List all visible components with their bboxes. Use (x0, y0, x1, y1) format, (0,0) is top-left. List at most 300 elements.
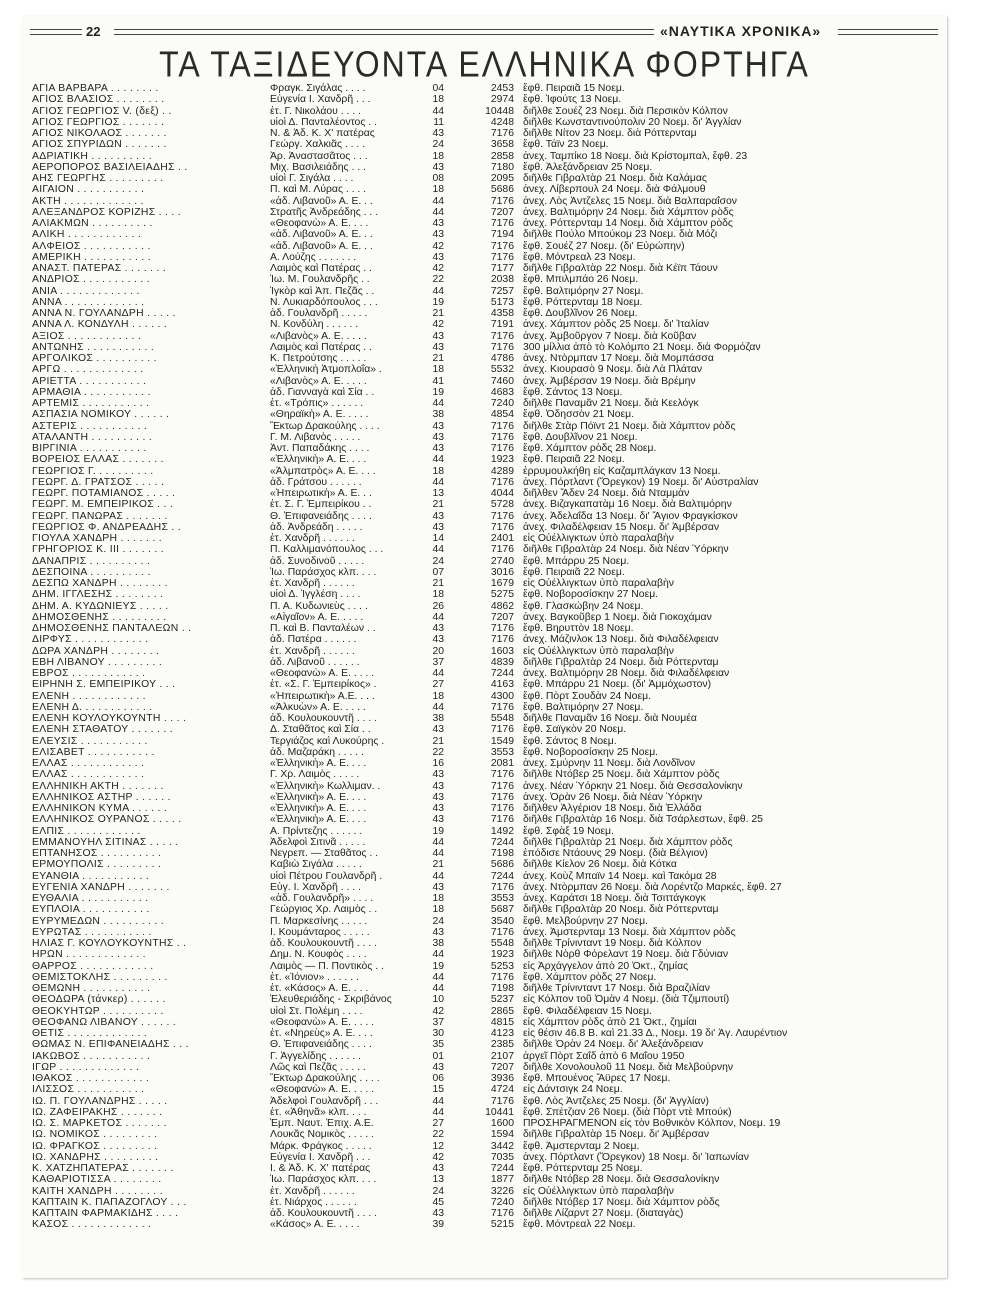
ship-name: ΚΑΘΑΡΙΟΤΙΣΣΑ . . . . . . . . (32, 1174, 162, 1186)
ship-name: ΑΓΙΟΣ ΒΛΑΣΙΟΣ . . . . . . . . (32, 94, 165, 106)
ship-owner: Ν. & Ἀδ. Κ. Χ' πατέρας (270, 128, 375, 139)
ship-name: ΑΝΙΑ . . . . . . . . . . . . . (32, 285, 140, 297)
ship-owner: «Θεοφανὼ» Α. Ε. . . . . (270, 1016, 375, 1028)
ship-number: 43 (432, 229, 444, 241)
ship-owner: Ι. Κουμάνταρος . . . . . (270, 926, 370, 938)
ship-tonnage: 4683 (490, 386, 514, 398)
ship-owner: Ν. Κονδύλη . . . . . . (270, 319, 359, 331)
ship-name: ΘΩΜΑΣ Ν. ΕΠΙΦΑΝΕΙΑΔΗΣ . . . (32, 1039, 189, 1051)
ship-owner: «Ἑλληνικὴ Ἀτμοπλοΐα» . (270, 364, 382, 376)
ship-position: διῆλθε Γιβραλτὰρ 21 Νοεμ. διὰ Χάμπτον ρὸδς (523, 836, 733, 848)
ship-row (22, 1208, 947, 1219)
ship-row (22, 488, 947, 499)
ship-tonnage: 3016 (490, 566, 514, 578)
ship-tonnage: 7207 (490, 1061, 514, 1073)
ship-owner: ἐτ. «Σ. Γ. Ἐμπειρίκος» . (270, 679, 377, 691)
ship-number: 11 (433, 116, 444, 128)
ship-row (22, 263, 947, 274)
ship-number: 37 (432, 1016, 444, 1028)
ship-number: 24 (432, 555, 444, 567)
ship-position: ἀνεχ. Ἀμβέρσαν 19 Νοεμ. διὰ Βρέμην (523, 375, 696, 387)
ship-position: εἰς Ἀρχάγγελον ἀπὸ 20 Ὀκτ., ζημίας (523, 960, 689, 972)
ship-number: 16 (432, 758, 444, 769)
ship-number: 14 (432, 533, 444, 544)
ship-name: ΚΑΠΤΑΙΝ ΦΑΡΜΑΚΙΔΗΣ . . . . (32, 1208, 179, 1219)
ship-tonnage: 7176 (490, 623, 514, 634)
ship-tonnage: 7176 (490, 803, 514, 814)
ship-name: ΙΩ. Σ. ΜΑΡΚΕΤΟΣ . . . . . . . (32, 1118, 167, 1129)
ship-number: 24 (432, 1185, 444, 1197)
ship-position: εἰς Χάμπτον ρὸδς ἀπὸ 21 Ὀκτ., ζημίαι (523, 1016, 697, 1028)
header-rule-right (838, 29, 938, 35)
ship-position: ἔφθ. Σάντος 13 Νοεμ. (523, 386, 623, 398)
ship-number: 43 (432, 814, 444, 826)
ship-name: ΔΗΜΟΣΘΕΝΗΣ . . . . . . . . . (32, 611, 167, 623)
ship-owner: υἱοὶ Δ. Πανταλέοντος . . (270, 116, 377, 128)
ship-position: ἀνεχ. Λίβερπουλ 24 Νοεμ. διὰ Φάλμουθ (523, 184, 706, 196)
ship-number: 21 (432, 308, 444, 319)
ship-row (22, 218, 947, 229)
ship-name: ΑΓΙΟΣ ΝΙΚΟΛΑΟΣ . . . . . . . (32, 128, 167, 139)
ship-owner: Ἰω. Παράσχος κλπ. . . . (270, 1174, 377, 1186)
ship-name: ΑΚΤΗ . . . . . . . . . . . . . (32, 195, 144, 207)
ship-owner: Εὐγ. Ι. Χανδρῆ . . . . (270, 881, 361, 893)
ship-tonnage: 7176 (490, 769, 514, 781)
ship-tonnage: 7176 (490, 218, 514, 229)
ship-position: ἀνεχ. Πόρτλαντ (Ὄρεγκον) 19 Νοεμ. δι' Αὐστραλίαν (523, 476, 759, 488)
ship-row (22, 499, 947, 510)
ship-position: ἀνεχ. Λὸς Ἀντζελες 15 Νοεμ. διὰ Βαλπαραΐσον (523, 195, 738, 207)
ship-row (22, 938, 947, 949)
ship-row (22, 173, 947, 184)
ship-row (22, 1006, 947, 1017)
ship-name: ΑΙΓΑΙΟΝ . . . . . . . . . . . (32, 184, 145, 196)
ship-number: 43 (432, 420, 444, 432)
ship-tonnage: 3553 (490, 746, 514, 758)
ship-row (22, 713, 947, 724)
ship-number: 44 (432, 285, 444, 297)
ship-owner: Π. καὶ Μ. Λύρας . . . . (270, 184, 367, 196)
ship-name: ΑΛΙΚΗ . . . . . . . . . . . . (32, 229, 142, 241)
ship-row (22, 736, 947, 747)
ship-name: ΑΛΙΑΚΜΩΝ . . . . . . . . . . (32, 218, 153, 229)
ship-tonnage: 2385 (490, 1039, 514, 1051)
ship-number: 19 (432, 386, 444, 398)
ship-owner: ἀδ. Μαζαράκη . . . . . (270, 746, 364, 758)
ship-name: ΘΕΜΩΝΗ . . . . . . . . . . . (32, 983, 151, 994)
ship-number: 43 (432, 634, 444, 646)
ship-name: ΕΒΗ ΛΙΒΑΝΟΥ . . . . . . . . . (32, 656, 163, 668)
ship-number: 22 (432, 274, 444, 286)
ship-position: ἀνεχ. Βαλτιμόρην 24 Νοεμ. διὰ Χάμπτον ρὸδς (523, 206, 734, 218)
ship-position: ἔφθ. Σφὰξ 19 Νοεμ. (523, 825, 614, 837)
ship-row (22, 364, 947, 375)
ship-tonnage: 1923 (490, 949, 514, 961)
ship-position: 300 μίλλια ἀπὸ τὸ Κολόμπο 21 Νοεμ. διὰ Φορμόζαν (523, 341, 761, 353)
ship-row (22, 376, 947, 387)
ship-tonnage: 4862 (490, 600, 514, 612)
ship-owner: «Θηραϊκὴ» Α. Ε. . . . . (270, 409, 369, 421)
ship-number: 01 (432, 1050, 444, 1062)
ship-owner: Α. Λούζης . . . . . . . (270, 251, 357, 263)
ship-tonnage: 7176 (490, 791, 514, 803)
ship-position: ἔφθ. Φιλαδέλφειαν 15 Νοεμ. (523, 1005, 652, 1017)
ship-name: ΘΕΟΦΑΝΩ ΛΙΒΑΝΟΥ . . . . . . (32, 1016, 177, 1028)
ship-name: ΚΑΣΟΣ . . . . . . . . . . . . . (32, 1219, 152, 1231)
ship-name: Κ. ΧΑΤΖΗΠΑΤΕΡΑΣ . . . . . . . (32, 1163, 174, 1174)
ship-name: ΙΛΙΣΣΟΣ . . . . . . . . . . . (32, 1084, 145, 1096)
ship-number: 38 (432, 409, 444, 421)
ship-tonnage: 4358 (490, 308, 514, 319)
ship-name: ΕΒΡΟΣ . . . . . . . . . . . . (32, 668, 146, 679)
ship-name: ΕΛΕΝΗ . . . . . . . . . . . . (32, 690, 146, 702)
ship-name: ΕΛΛΗΝΙΚΟΝ ΚΥΜΑ . . . . . . (32, 803, 168, 814)
ship-tonnage: 7176 (490, 476, 514, 488)
ship-owner: Ν. Λυκιαρδόπουλος . . . (270, 296, 378, 308)
ship-owner: «Κάσος» Α. Ε. . . . . (270, 1219, 360, 1231)
ship-row (22, 567, 947, 578)
ship-tonnage: 5548 (490, 938, 514, 949)
ship-row (22, 1197, 947, 1208)
ship-name: ΓΕΩΡΓ. Δ. ΓΡΑΤΣΟΣ . . . . . (32, 476, 165, 488)
ship-tonnage: 7176 (490, 240, 514, 252)
ship-name: ΙΩ. ΦΡΑΓΚΟΣ . . . . . . . . . (32, 1140, 158, 1152)
ship-row (22, 1073, 947, 1084)
ship-owner: ἐτ. Χανδρῆ . . . . . . (270, 645, 355, 657)
ship-row (22, 162, 947, 173)
ship-position: εἰς Δάντσιγκ 24 Νοεμ. (523, 1084, 623, 1096)
ship-position: ἔφθ. Μπιλμπάο 26 Νοεμ. (523, 274, 639, 286)
ship-number: 06 (432, 1073, 444, 1084)
ship-row (22, 758, 947, 769)
ship-owner: Α. Πρίντεζης . . . . . . (270, 825, 363, 837)
ship-row (22, 387, 947, 398)
ship-number: 08 (432, 173, 444, 184)
ship-row (22, 679, 947, 690)
ship-tonnage: 7240 (490, 398, 514, 409)
ship-owner: Καβιὼ Σιγάλα . . . . . (270, 859, 362, 871)
ship-number: 42 (432, 1005, 444, 1017)
ship-owner: «Ἀλκυὼν» Α. Ε. . . . . (270, 701, 366, 713)
ship-row (22, 443, 947, 454)
ship-tonnage: 7194 (490, 229, 514, 241)
ship-position: ἔφθ. Βηρυττὸν 18 Νοεμ. (523, 623, 634, 634)
ship-tonnage: 4044 (490, 488, 514, 499)
ship-name: ΑΝΤΩΝΗΣ . . . . . . . . . . . (32, 341, 155, 353)
ship-tonnage: 7176 (490, 420, 514, 432)
ship-number: 43 (432, 218, 444, 229)
ship-owner: «Ἠπειρωτικὴ» Α.Ε. . . . (270, 690, 375, 702)
ship-row (22, 1096, 947, 1107)
ship-position: ἔφθ. Μόντρεαλ 22 Νοεμ. (523, 1219, 636, 1231)
ship-position: διῆλθεν Ἄδεν 24 Νοεμ. διὰ Νταμμὰν (523, 488, 690, 499)
ship-position: διῆλθε Παναμᾶν 16 Νοεμ. διὰ Νουμέα (523, 713, 697, 724)
ship-row (22, 1129, 947, 1140)
ship-row (22, 792, 947, 803)
ship-name: ΑΝΝΑ Ν. ΓΟΥΛΑΝΔΡΗ . . . . . (32, 308, 176, 319)
ship-owner: Ι. & Ἀδ. Κ. Χ' πατέρας (270, 1163, 371, 1174)
ship-position: ἀνεχ. Ἀμστερνταμ 13 Νοεμ. διὰ Χάμπτον ρὸδς (523, 926, 736, 938)
ship-owner: Κ. Πετρούτσης . . . . . (270, 353, 367, 364)
ship-number: 42 (432, 319, 444, 331)
ship-row (22, 983, 947, 994)
ship-position: ἔφθ. Σαϊγκὸν 20 Νοεμ. (523, 724, 627, 736)
ship-owner: Λαιμὸς — Π. Ποντικὸς . . (270, 960, 384, 972)
ship-tonnage: 4123 (490, 1028, 514, 1039)
ship-tonnage: 3442 (490, 1140, 514, 1152)
ship-position: εἰς Οὐέλλιγκτων ὑπὸ παραλαβὴν (523, 1185, 674, 1197)
ship-row (22, 331, 947, 342)
ship-owner: Θ. Ἐπιφανειάδης . . . . (270, 510, 372, 522)
ship-owner: ἀδ. Συνοδινοῦ . . . . . (270, 555, 365, 567)
ship-number: 44 (432, 949, 444, 961)
ship-position: διῆλθε Κωνσταντινούπολιν 20 Νοεμ. δι' Ἀγγλίαν (523, 116, 742, 128)
ship-row (22, 1107, 947, 1118)
ship-name: ΑΓΙΑ ΒΑΡΒΑΡΑ . . . . . . . . (32, 83, 159, 94)
ship-number: 43 (432, 1061, 444, 1073)
ship-number: 27 (432, 1118, 444, 1129)
ship-name: ΓΙΟΥΛΑ ΧΑΝΔΡΗ . . . . . . . (32, 533, 162, 544)
ship-tonnage: 5173 (490, 296, 514, 308)
ship-tonnage: 7176 (490, 724, 514, 736)
ship-tonnage: 7176 (490, 443, 514, 454)
ship-row (22, 286, 947, 297)
ship-number: 18 (432, 893, 444, 904)
ship-tonnage: 7176 (490, 780, 514, 792)
ship-name: ΒΟΡΕΙΟΣ ΕΛΛΑΣ . . . . . . . (32, 454, 164, 466)
magazine-title: «ΝΑΥΤΙΚΑ ΧΡΟΝΙΚΑ» (660, 23, 822, 39)
ship-name: ΓΕΩΡΓΙΟΣ Φ. ΑΝΔΡΕΑΔΗΣ . . (32, 521, 181, 533)
ship-tonnage: 3226 (490, 1185, 514, 1197)
ship-owner: «Λιβανὸς» Α. Ε. . . . . (270, 330, 367, 342)
ship-row (22, 837, 947, 848)
ship-tonnage: 4786 (490, 353, 514, 364)
ship-tonnage: 10441 (485, 1106, 514, 1118)
ship-name: ΑΓΙΟΣ ΓΕΩΡΓΙΟΣ V. (δεξ) . . (32, 105, 172, 117)
ship-position: ἀργεῖ Πὸρτ Σαΐδ ἀπὸ 6 Μαΐου 1950 (523, 1050, 685, 1062)
ship-position: ἔφθ. Χάμπτον ρὸδς 28 Νοεμ. (523, 443, 657, 454)
ship-tonnage: 2107 (490, 1050, 514, 1062)
ship-row (22, 814, 947, 825)
ship-row (22, 252, 947, 263)
ship-number: 41 (432, 375, 444, 387)
ship-tonnage: 5215 (490, 1219, 514, 1231)
ship-name: ΔΗΜ. ΙΓΓΛΕΣΗΣ . . . . . . . . (32, 589, 164, 601)
ship-number: 43 (432, 780, 444, 792)
ship-name: ΕΥΘΑΛΙΑ . . . . . . . . . . . (32, 893, 149, 904)
ship-position: εἰς Οὐέλλιγκτων ὑπὸ παραλαβὴν (523, 645, 674, 657)
ship-row (22, 859, 947, 870)
ship-owner: Ἀδελφοὶ Γουλανδρῆ . . . (270, 1095, 379, 1107)
ship-number: 44 (432, 611, 444, 623)
ship-tonnage: 4854 (490, 409, 514, 421)
ship-name: ΕΥΠΛΟΙΑ . . . . . . . . . . . (32, 904, 150, 916)
ship-number: 18 (432, 94, 444, 106)
ship-row (22, 601, 947, 612)
ship-number: 42 (432, 263, 444, 274)
ship-owner: «Ἑλληνικὴ» Α. Ε. . . . (270, 803, 367, 814)
ship-tonnage: 7176 (490, 926, 514, 938)
ship-position: διῆλθε Γιβραλτὰρ 15 Νοεμ. δι' Ἀμβέρσαν (523, 1129, 710, 1141)
ship-tonnage: 7257 (490, 285, 514, 297)
ship-name: ΑΛΕΞΑΝΔΡΟΣ ΚΟΡΙΖΗΣ . . . . (32, 206, 181, 218)
ship-name: ΑΡΜΑΘΙΑ . . . . . . . . . . . (32, 386, 151, 398)
ship-row (22, 1186, 947, 1197)
ship-row (22, 1051, 947, 1062)
ship-row (22, 432, 947, 443)
ship-owner: ἀδ. Κουλουκουντῆ . . . . (270, 938, 378, 949)
ship-row (22, 1174, 947, 1185)
ship-tonnage: 7207 (490, 611, 514, 623)
ship-number: 21 (432, 578, 444, 589)
ship-number: 44 (432, 836, 444, 848)
ship-tonnage: 7198 (490, 848, 514, 859)
ship-name: ΑΡΓΩ . . . . . . . . . . . . . (32, 364, 144, 376)
ship-owner: Ἀρ. Ἀναστασᾶτος . . . (270, 150, 368, 162)
ship-name: ΕΜΜΑΝΟΥΗΛ ΣΙΤΙΝΑΣ . . . . . (32, 836, 179, 848)
ship-number: 43 (432, 623, 444, 634)
ship-row (22, 589, 947, 600)
ship-tonnage: 7176 (490, 634, 514, 646)
ship-number: 18 (432, 904, 444, 916)
ship-row (22, 634, 947, 645)
ship-position: ἔφθ. Βαλτιμόρην 27 Νοεμ. (523, 285, 644, 297)
ship-position: ἀνεχ. Βιζαγκαπατὰμ 16 Νοεμ. διὰ Βαλτιμόρην (523, 499, 732, 511)
ship-tonnage: 2095 (490, 173, 514, 184)
ship-number: 44 (432, 476, 444, 488)
ship-row (22, 511, 947, 522)
ship-row (22, 1152, 947, 1163)
ship-number: 43 (432, 1163, 444, 1174)
ship-name: ΑΝΝΑ Λ. ΚΟΝΔΥΛΗ . . . . . . (32, 319, 168, 331)
ship-tonnage: 7035 (490, 1151, 514, 1163)
ship-owner: Εὐγενία Ι. Χανδρῆ . . . (270, 94, 371, 106)
ship-position: ἔφθ. Νοβοροσίσκην 27 Νοεμ. (523, 589, 659, 601)
ship-tonnage: 1600 (490, 1118, 514, 1129)
ship-row (22, 229, 947, 240)
ship-owner: Ἕκτωρ Δρακούλης . . . . (270, 420, 380, 432)
ship-owner: «Ἀλμπατρὸς» Α. Ε. . . . (270, 465, 376, 477)
ship-tonnage: 4289 (490, 465, 514, 477)
ship-owner: Γ. Μ. Λιβανὸς . . . . . (270, 431, 361, 443)
ship-name: ΕΛΠΙΣ . . . . . . . . . . . . (32, 825, 141, 837)
ship-tonnage: 7176 (490, 814, 514, 826)
ship-number: 18 (432, 589, 444, 601)
ship-position: ΠΡΟΣΗΡΑΓΜΕΝΟΝ εἰς τὸν Βοθνικὸν Κόλπον, Νοεμ. 19 (523, 1118, 781, 1129)
ship-tonnage: 4839 (490, 656, 514, 668)
ship-row (22, 1039, 947, 1050)
ship-name: ΑΤΑΛΑΝΤΗ . . . . . . . . . . (32, 431, 153, 443)
ship-owner: ἐτ. «Νηρεὺς» Α. Ε. . . . (270, 1028, 373, 1039)
ship-owner: Δ. Σταθᾶτος καὶ Σία . . (270, 724, 371, 736)
ship-position: ἀνεχ. Καράτσι 18 Νοεμ. διὰ Τσιττάγκογκ (523, 893, 706, 904)
ship-position: ἔφθ. Πὸρτ Σουδὰν 24 Νοεμ. (523, 690, 651, 702)
ship-tonnage: 5237 (490, 994, 514, 1006)
ship-number: 43 (432, 251, 444, 263)
ship-row (22, 623, 947, 634)
ship-tonnage: 1603 (490, 645, 514, 657)
ship-owner: «Λιβανὸς» Α. Ε. . . . . (270, 375, 367, 387)
ship-owner: ἐτ. «Ἰόνιον» . . . . . . (270, 971, 359, 983)
ship-name: ΙΩ. ΝΟΜΙΚΟΣ . . . . . . . . . (32, 1129, 158, 1141)
ship-owner: Εὐγενία Ι. Χανδρῆ . . . (270, 1151, 371, 1163)
ship-owner: Ἰγκὸρ καὶ Ἀπ. Πεζᾶς . . (270, 285, 375, 297)
ship-row (22, 117, 947, 128)
ship-row (22, 544, 947, 555)
ship-number: 39 (432, 1219, 444, 1231)
ship-number: 24 (432, 139, 444, 151)
ship-owner: Ἀδελφοὶ Σιτινᾶ . . . . . (270, 836, 366, 848)
ship-position: ἔφθ. Τάϊν 23 Νοεμ. (523, 139, 609, 151)
ship-number: 43 (432, 926, 444, 938)
ship-name: ΚΑΙΤΗ ΧΑΝΔΡΗ . . . . . . . . (32, 1185, 163, 1197)
ship-position: ἔφθ. Λὸς Ἀντζελες 25 Νοεμ. (δι' Ἀγγλίαν) (523, 1095, 710, 1107)
ship-number: 07 (432, 566, 444, 578)
ship-tonnage: 5686 (490, 184, 514, 196)
ship-row (22, 578, 947, 589)
ship-number: 43 (432, 791, 444, 803)
ship-name: ΑΝΝΑ . . . . . . . . . . . . . (32, 296, 145, 308)
ship-owner: «Ἑλληνικὴ» Α. Ε. . . . (270, 454, 367, 466)
ship-tonnage: 5687 (490, 904, 514, 916)
ship-name: ΗΡΩΝ . . . . . . . . . . . . . (32, 949, 146, 961)
ship-owner: ἀδ. Πατέρα . . . . . . (270, 634, 357, 646)
ship-number: 43 (432, 881, 444, 893)
ship-tonnage: 2081 (490, 758, 514, 769)
ship-row (22, 1062, 947, 1073)
ship-name: ΙΩ. Π. ΓΟΥΛΑΝΔΡΗΣ . . . . . (32, 1095, 168, 1107)
ship-tonnage: 7176 (490, 128, 514, 139)
ship-tonnage: 5532 (490, 364, 514, 376)
header-rule-left (30, 29, 82, 35)
ship-position: ἐπόδισε Ντάουνς 29 Νοεμ. (διὰ Βέλγιον) (523, 848, 708, 859)
ship-number: 10 (432, 994, 444, 1006)
ship-position: διῆλθε Νὸρθ Φόρελαντ 19 Νοεμ. διὰ Γδύνιαν (523, 949, 729, 961)
ship-position: ἔφθ. Μελβούρνην 27 Νοεμ. (523, 915, 649, 927)
ship-owner: υἱοὶ Πέτρου Γουλανδρῆ . (270, 870, 383, 882)
ship-number: 43 (432, 443, 444, 454)
ship-position: ἔφθ. Ρόττερνταμ 25 Νοεμ. (523, 1163, 643, 1174)
ship-owner: «Θεοφανὼ» Α. Ε. . . . (270, 218, 369, 229)
ship-name: ΑΓΙΟΣ ΓΕΩΡΓΙΟΣ . . . . . . . (32, 116, 165, 128)
ship-name: ΙΘΑΚΟΣ . . . . . . . . . . . . (32, 1073, 150, 1084)
ship-owner: Π. καὶ Β. Πανταλέων . . (270, 623, 376, 634)
ship-position: ἀνεχ. Ντὸρμπαν 17 Νοεμ. διὰ Μομπάσσα (523, 353, 714, 364)
ship-owner: Μάρκ. Φράγκος . . . . . (270, 1140, 372, 1152)
ship-number: 44 (432, 848, 444, 859)
ship-name: ΒΙΡΓΙΝΙΑ . . . . . . . . . . . (32, 443, 147, 454)
ship-row (22, 904, 947, 915)
ship-number: 44 (432, 544, 444, 556)
ship-name: ΕΛΙΣΑΒΕΤ . . . . . . . . . . . (32, 746, 155, 758)
ship-name: ΘΕΤΙΣ . . . . . . . . . . . . . (32, 1028, 148, 1039)
ship-owner: Π. Μαρκεσίνης . . . . . (270, 915, 368, 927)
ship-row (22, 94, 947, 105)
ship-number: 21 (432, 735, 444, 747)
ship-owner: ἐτ. Σ. Γ. Ἐμπειρίκου . . (270, 499, 372, 511)
ship-row (22, 128, 947, 139)
ship-row (22, 421, 947, 432)
ship-row (22, 151, 947, 162)
header-rule-middle (114, 29, 654, 35)
ship-owner: Δημ. Ν. Κουφὸς . . . . (270, 949, 367, 961)
ship-row (22, 961, 947, 972)
ship-owner: Φραγκ. Σιγάλας . . . . (270, 83, 366, 94)
ship-row (22, 409, 947, 420)
ship-tonnage: 1549 (490, 735, 514, 747)
ship-name: ΔΙΡΦΥΣ . . . . . . . . . . . . (32, 634, 149, 646)
ship-number: 38 (432, 713, 444, 724)
